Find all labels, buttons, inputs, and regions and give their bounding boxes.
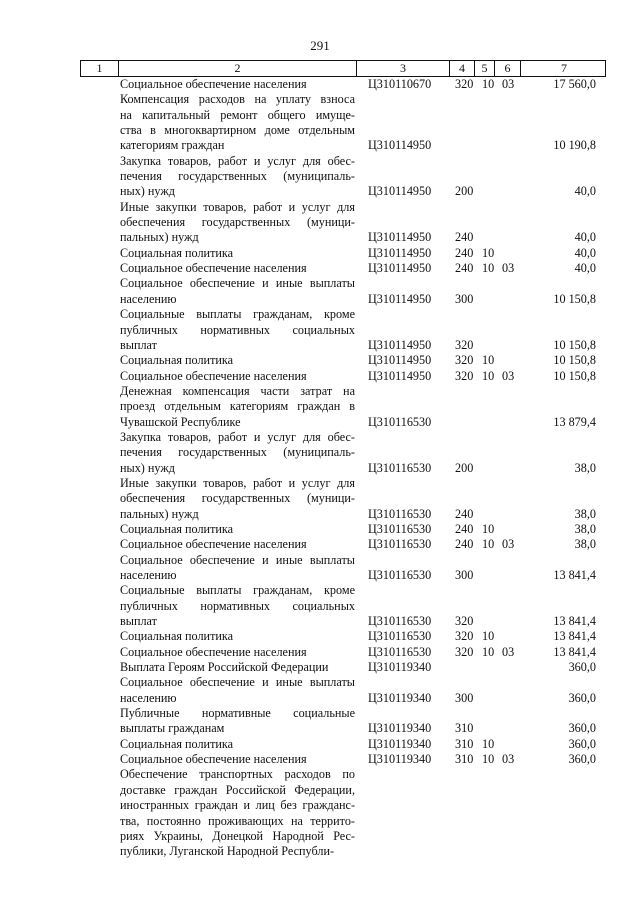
row-name-line: публичных нормативных социальных <box>120 322 355 337</box>
row-name-line: Социальное обеспечение населения <box>120 368 307 383</box>
row-name-line: ных) нужд <box>120 184 175 199</box>
row-amount: 10 150,8 <box>553 337 596 352</box>
row-col4: 200 <box>455 184 474 199</box>
row-code: Ц310116530 <box>368 644 432 659</box>
row-col5: 10 <box>482 245 495 260</box>
row-amount: 13 841,4 <box>553 568 596 582</box>
row-code: Ц310116530 <box>368 521 432 536</box>
row-name-line: Компенсация расходов на уплату взноса <box>120 92 355 107</box>
row-col4: 320 <box>455 644 474 659</box>
row-name-line: Выплата Героям Российской Федерации <box>120 660 329 675</box>
row-col4: 320 <box>455 629 474 644</box>
row-amount: 40,0 <box>574 184 596 199</box>
row-code: Ц310119340 <box>368 752 432 767</box>
row-amount: 13 841,4 <box>553 629 596 644</box>
row-code: Ц310116530 <box>368 614 432 629</box>
row-name-line: выплат <box>120 614 157 629</box>
table-row <box>0 737 640 752</box>
row-name-line: Социальные выплаты гражданам, кроме <box>120 307 355 322</box>
table-row <box>0 77 640 92</box>
header-col-4: 4 <box>450 61 475 76</box>
row-col6: 03 <box>502 77 515 91</box>
row-amount: 360,0 <box>568 736 596 751</box>
table-row <box>0 430 640 476</box>
row-col5: 10 <box>482 521 495 536</box>
row-col4: 320 <box>455 353 474 368</box>
row-name <box>120 537 355 552</box>
row-col6: 03 <box>502 537 515 552</box>
row-name <box>120 154 355 200</box>
row-amount: 360,0 <box>568 721 596 736</box>
row-name-line: категориям граждан <box>120 138 225 153</box>
row-name-line: иностранных граждан и лиц без гражданс- <box>120 798 355 813</box>
row-name-line: риях Украины, Донецкой Народной Рес- <box>120 828 355 843</box>
table-row <box>0 752 640 767</box>
row-col4: 300 <box>455 568 474 582</box>
row-name-line: выплат <box>120 337 157 352</box>
row-name <box>120 384 355 430</box>
row-col5: 10 <box>482 752 495 767</box>
row-amount: 40,0 <box>574 261 596 276</box>
table-row <box>0 92 640 153</box>
row-name-line: Социальные выплаты гражданам, кроме <box>120 583 355 598</box>
row-amount: 10 150,8 <box>553 353 596 368</box>
row-name <box>120 737 355 752</box>
row-name-line: Социальная политика <box>120 521 234 536</box>
row-name-line: Социальное обеспечение населения <box>120 261 307 276</box>
row-name <box>120 307 355 353</box>
header-col-3: 3 <box>357 61 450 76</box>
row-name-line: Публичные нормативные социальные <box>120 706 355 721</box>
row-name-line: Социальное обеспечение и иные выплаты <box>120 675 355 690</box>
row-name <box>120 752 355 767</box>
row-col4: 240 <box>455 245 474 260</box>
row-name-line: Социальное обеспечение населения <box>120 537 307 552</box>
row-col4: 300 <box>455 690 474 705</box>
table-row <box>0 660 640 675</box>
row-name-line: Закупка товаров, работ и услуг для обес- <box>120 429 355 444</box>
row-name-line: населению <box>120 568 177 582</box>
row-name <box>120 261 355 276</box>
header-col-1: 1 <box>81 61 119 76</box>
row-amount: 38,0 <box>574 460 596 475</box>
row-name <box>120 629 355 644</box>
row-amount: 10 150,8 <box>553 291 596 306</box>
table-row <box>0 645 640 660</box>
row-code: Ц310114950 <box>368 337 432 352</box>
table-row <box>0 706 640 737</box>
row-code: Ц310116530 <box>368 460 432 475</box>
row-name <box>120 246 355 261</box>
row-name-line: Закупка товаров, работ и услуг для обес- <box>120 153 355 168</box>
row-code: Ц310119340 <box>368 721 432 736</box>
row-col4: 240 <box>455 261 474 276</box>
row-col4: 320 <box>455 77 474 91</box>
row-name <box>120 660 355 675</box>
row-code: Ц310116530 <box>368 629 432 644</box>
row-col4: 300 <box>455 291 474 306</box>
header-col-5: 5 <box>475 61 495 76</box>
row-name-line: проезд отдельным категориям граждан в <box>120 399 355 414</box>
row-name-line: Социальная политика <box>120 353 234 368</box>
table-row <box>0 767 640 859</box>
row-col5: 10 <box>482 77 495 91</box>
row-amount: 10 190,8 <box>553 138 596 153</box>
row-name-line: на капитальный ремонт общего имуще- <box>120 107 355 122</box>
table-row <box>0 583 640 629</box>
row-code: Ц310119340 <box>368 690 432 705</box>
row-name <box>120 200 355 246</box>
row-code: Ц310116530 <box>368 537 432 552</box>
row-amount: 40,0 <box>574 245 596 260</box>
row-code: Ц310110670 <box>368 77 432 91</box>
row-name-line: Социальная политика <box>120 736 234 751</box>
row-amount: 38,0 <box>574 521 596 536</box>
row-amount: 360,0 <box>568 690 596 705</box>
row-col5: 10 <box>482 644 495 659</box>
row-code: Ц310114950 <box>368 291 432 306</box>
table-row <box>0 353 640 368</box>
row-name-line: Социальное обеспечение населения <box>120 752 307 767</box>
row-name-line: Обеспечение транспортных расходов по <box>120 767 355 782</box>
row-name-line: Социальное обеспечение населения <box>120 644 307 659</box>
row-name <box>120 353 355 368</box>
row-col6: 03 <box>502 368 515 383</box>
row-col4: 240 <box>455 230 474 245</box>
row-name <box>120 553 355 584</box>
row-col4: 310 <box>455 736 474 751</box>
row-amount: 38,0 <box>574 537 596 552</box>
table-row <box>0 200 640 246</box>
row-name-line: населению <box>120 291 177 306</box>
row-amount: 360,0 <box>568 752 596 767</box>
table-row <box>0 276 640 307</box>
row-amount: 360,0 <box>568 660 596 675</box>
table-row <box>0 476 640 522</box>
row-name-line: печения государственных (муниципаль- <box>120 445 355 460</box>
row-code: Ц310114950 <box>368 353 432 368</box>
row-name-line: Денежная компенсация части затрат на <box>120 383 355 398</box>
row-name-line: обеспечения государственных (муници- <box>120 491 355 506</box>
row-amount: 40,0 <box>574 230 596 245</box>
row-name-line: Иные закупки товаров, работ и услуг для <box>120 475 355 490</box>
row-code: Ц310119340 <box>368 736 432 751</box>
row-col5: 10 <box>482 537 495 552</box>
row-col5: 10 <box>482 368 495 383</box>
row-code: Ц310114950 <box>368 261 432 276</box>
row-col5: 10 <box>482 353 495 368</box>
row-name-line: Социальное обеспечение и иные выплаты <box>120 552 355 567</box>
row-col4: 320 <box>455 368 474 383</box>
table-row <box>0 553 640 584</box>
row-name-line: Чувашской Республике <box>120 414 241 429</box>
row-name <box>120 706 355 737</box>
row-name-line: доставке граждан Российской Федерации, <box>120 782 355 797</box>
page-number: 291 <box>310 38 330 53</box>
row-name <box>120 369 355 384</box>
header-col-6: 6 <box>495 61 521 76</box>
row-col4: 240 <box>455 537 474 552</box>
row-code: Ц310119340 <box>368 660 432 675</box>
row-name-line: Иные закупки товаров, работ и услуг для <box>120 199 355 214</box>
row-code: Ц310116530 <box>368 414 432 429</box>
row-amount: 13 841,4 <box>553 644 596 659</box>
row-name-line: тва, постоянно проживающих на террито- <box>120 813 355 828</box>
row-code: Ц310116530 <box>368 568 432 582</box>
row-col6: 03 <box>502 752 515 767</box>
row-name-line: Социальная политика <box>120 629 234 644</box>
row-col4: 320 <box>455 614 474 629</box>
row-name <box>120 767 355 859</box>
row-name <box>120 430 355 476</box>
row-name-line: публики, Луганской Народной Республи- <box>120 844 335 859</box>
row-name-line: Социальная политика <box>120 245 234 260</box>
row-name <box>120 476 355 522</box>
row-code: Ц310116530 <box>368 506 432 521</box>
row-code: Ц310114950 <box>368 230 432 245</box>
row-col4: 200 <box>455 460 474 475</box>
row-name-line: пальных) нужд <box>120 506 199 521</box>
row-col5: 10 <box>482 736 495 751</box>
row-amount: 38,0 <box>574 506 596 521</box>
row-name <box>120 645 355 660</box>
table-row <box>0 522 640 537</box>
row-amount: 10 150,8 <box>553 368 596 383</box>
row-col4: 310 <box>455 721 474 736</box>
table-row <box>0 537 640 552</box>
table-body <box>0 77 640 860</box>
row-name <box>120 77 355 92</box>
table-row <box>0 629 640 644</box>
row-code: Ц310114950 <box>368 184 432 199</box>
row-name-line: публичных нормативных социальных <box>120 598 355 613</box>
row-name-line: Социальное обеспечение населения <box>120 77 307 91</box>
row-name <box>120 522 355 537</box>
table-row <box>0 384 640 430</box>
table-row <box>0 369 640 384</box>
table-row <box>0 154 640 200</box>
row-name-line: обеспечения государственных (муници- <box>120 215 355 230</box>
table-row <box>0 246 640 261</box>
table-row <box>0 261 640 276</box>
row-name-line: ных) нужд <box>120 460 175 475</box>
row-name-line: пальных) нужд <box>120 230 199 245</box>
row-code: Ц310114950 <box>368 245 432 260</box>
row-col4: 320 <box>455 337 474 352</box>
row-name-line: населению <box>120 690 177 705</box>
row-code: Ц310114950 <box>368 368 432 383</box>
row-col4: 310 <box>455 752 474 767</box>
header-col-7: 7 <box>561 61 567 75</box>
row-name-line: Социальное обеспечение и иные выплаты <box>120 276 355 291</box>
row-amount: 13 841,4 <box>553 614 596 629</box>
row-name-line: выплаты гражданам <box>120 721 225 736</box>
row-col5: 10 <box>482 629 495 644</box>
row-name <box>120 583 355 629</box>
table-row <box>0 675 640 706</box>
row-col6: 03 <box>502 261 515 276</box>
row-col6: 03 <box>502 644 515 659</box>
row-name <box>120 92 355 153</box>
row-col4: 240 <box>455 506 474 521</box>
row-amount: 13 879,4 <box>553 414 596 429</box>
header-col-2: 2 <box>119 61 357 76</box>
row-col4: 240 <box>455 521 474 536</box>
row-code: Ц310114950 <box>368 138 432 153</box>
row-name-line: печения государственных (муниципаль- <box>120 169 355 184</box>
row-name <box>120 675 355 706</box>
row-name <box>120 276 355 307</box>
row-name-line: ства в многоквартирном доме отдельным <box>120 123 355 138</box>
table-row <box>0 307 640 353</box>
table-header <box>80 60 606 77</box>
row-col5: 10 <box>482 261 495 276</box>
row-amount: 17 560,0 <box>553 77 596 91</box>
